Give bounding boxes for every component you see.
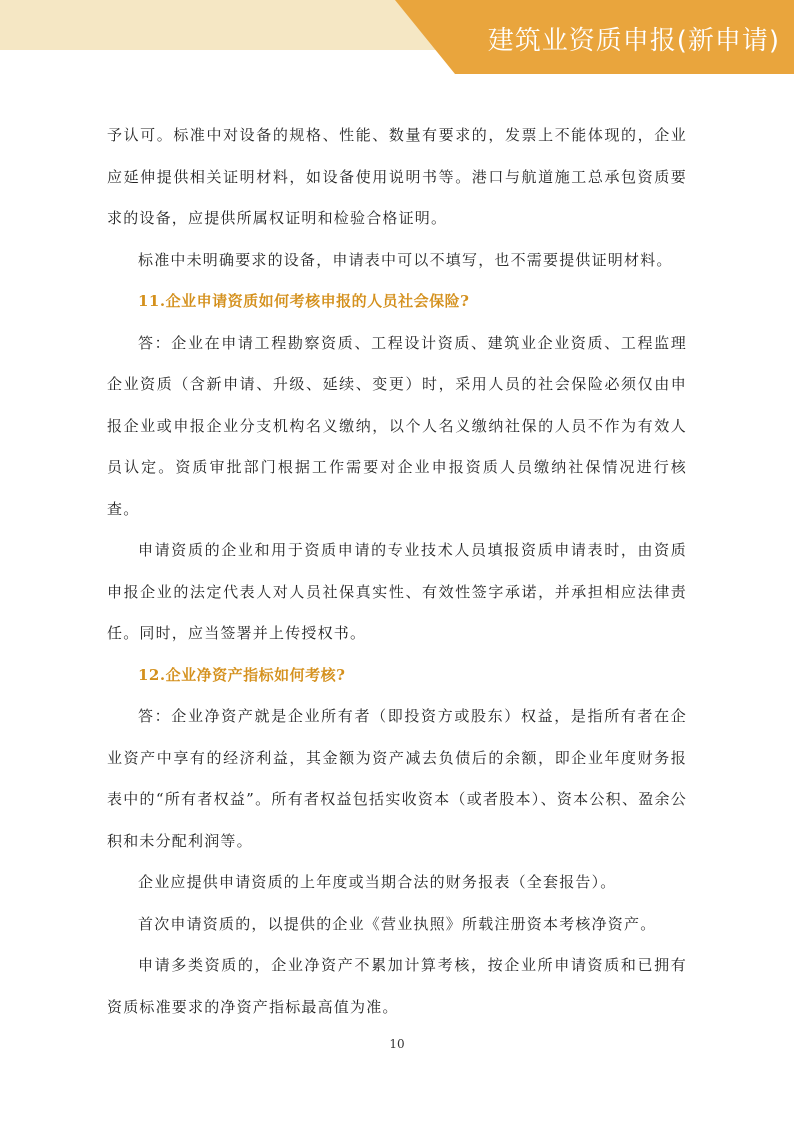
paragraph: 申请资质的企业和用于资质申请的专业技术人员填报资质申请表时，由资质申报企业的法定代表人对人员社保真实性、有效性签字承诺，并承担相应法律责任。同时，应当签署并上传授权书。 xyxy=(107,541,687,642)
document-body xyxy=(107,115,687,1028)
page-header-title: 建筑业资质申报(新申请) xyxy=(487,26,780,56)
paragraph: 予认可。标准中对设备的规格、性能、数量有要求的，发票上不能体现的，企业应延伸提供相关证明材料，如设备使用说明书等。港口与航道施工总承包资质要求的设备，应提供所属权证明和检验合格证明。 xyxy=(107,126,687,227)
page-number: 10 xyxy=(389,1037,405,1051)
paragraph: 答：企业在申请工程勘察资质、工程设计资质、建筑业企业资质、工程监理企业资质（含新申请、升级、延续、变更）时，采用人员的社会保险必须仅由申报企业或申报企业分支机构名义缴纳，以个人名义缴纳社保的人员不作为有效人员认定。资质审批部门根据工作需要对企业申报资质人员缴纳社保情况进行核查。 xyxy=(107,333,687,518)
section-heading-12: 12.企业净资产指标如何考核? xyxy=(138,665,346,684)
paragraph: 标准中未明确要求的设备，申请表中可以不填写，也不需要提供证明材料。 xyxy=(138,250,673,269)
header-band-light xyxy=(0,0,440,50)
paragraph: 首次申请资质的，以提供的企业《营业执照》所载注册资本考核净资产。 xyxy=(138,914,657,933)
paragraph: 企业应提供申请资质的上年度或当期合法的财务报表（全套报告）。 xyxy=(138,873,617,891)
paragraph: 答：企业净资产就是企业所有者（即投资方或股东）权益，是指所有者在企业资产中享有的经济利益，其金额为资产减去负债后的余额，即企业年度财务报表中的“所有者权益”。所有者权益包括实收资本（或者股本）、资本公积、盈余公积和未分配利润等。 xyxy=(107,707,687,850)
paragraph: 申请多类资质的，企业净资产不累加计算考核，按企业所申请资质和已拥有资质标准要求的净资产指标最高值为准。 xyxy=(107,956,687,1016)
section-heading-11: 11.企业申请资质如何考核申报的人员社会保险? xyxy=(138,292,470,310)
